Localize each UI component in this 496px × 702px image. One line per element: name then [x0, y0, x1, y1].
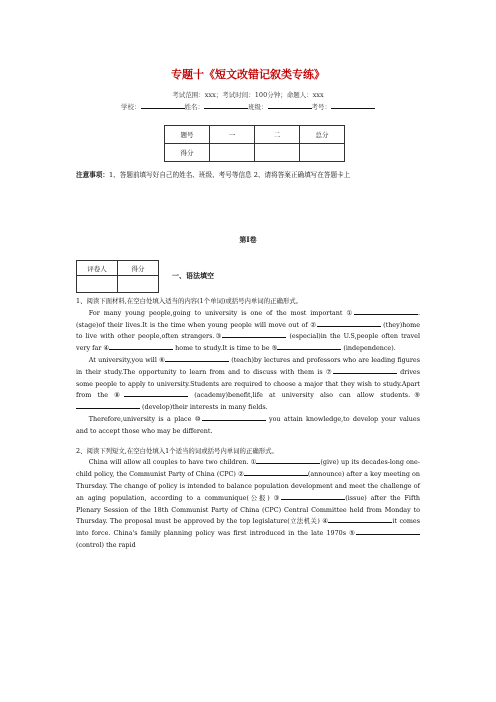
q1-text: (they)home to live with other people,often strangers.③ — [76, 320, 420, 341]
name-blank[interactable] — [204, 102, 248, 109]
q2-answer-blank-1[interactable] — [256, 457, 320, 464]
score-header-cell: 题号 — [165, 126, 210, 144]
number-blank[interactable] — [331, 102, 375, 109]
class-blank[interactable] — [268, 102, 312, 109]
score-table-score-row — [165, 144, 345, 162]
class-label: 班级： — [248, 103, 268, 111]
q1-text: home to study.It is time to be ⑤ — [173, 344, 278, 353]
q2-paragraph-1 — [76, 457, 420, 551]
q1-text: (especial)in the U.S,people often travel very far ④ — [76, 332, 420, 353]
grader-label: 评卷人 — [77, 261, 118, 276]
q1-text: (independence). — [341, 344, 396, 353]
school-blank[interactable] — [141, 102, 185, 109]
answer-blank-9[interactable] — [76, 402, 140, 409]
q1-text: . (stage)of their lives.It is the time when young people will move out of ② — [76, 308, 420, 329]
answer-blank-5[interactable] — [277, 343, 341, 350]
q2-answer-blank-5[interactable] — [356, 528, 420, 535]
answer-blank-10[interactable] — [202, 414, 266, 421]
score-table-header-row — [165, 126, 345, 144]
score-header-cell: 二 — [255, 126, 300, 144]
grader-cell[interactable] — [77, 276, 118, 293]
answer-blank-6[interactable] — [165, 355, 229, 362]
q1-text: For many young people,going to university is one of the most important ① — [88, 308, 354, 317]
answer-blank-7[interactable] — [333, 367, 397, 374]
score-cell[interactable] — [255, 144, 300, 162]
answer-blank-3[interactable] — [222, 331, 286, 338]
score-header-cell: 总分 — [300, 126, 345, 144]
school-label: 学校： — [121, 103, 141, 111]
q1-text: Therefore,university is a place ⑩ — [88, 414, 202, 423]
score-row-label: 得分 — [165, 144, 210, 162]
notice-label: 注意事项： — [76, 171, 109, 179]
notice — [76, 169, 426, 181]
answer-blank-1[interactable] — [354, 308, 418, 315]
notice-text: 1、答题前填写好自己的姓名、班级、考号等信息 2、请将答案正确填写在答题卡上 — [108, 171, 351, 179]
number-label: 考号： — [311, 103, 331, 111]
score-header-cell: 一 — [210, 126, 255, 144]
q1-text: (teach)by lectures and professors who are leading figures in their study.The opportunity to learn from and to discuss with them is ⑦ — [76, 355, 420, 376]
section-heading: 一、语法填空 — [172, 271, 214, 280]
q2-answer-blank-2[interactable] — [244, 469, 308, 476]
q1-text: you attain knowledge,to develop your values and to accept those who may be different. — [76, 414, 420, 435]
q2-text: (control) the rapid — [76, 540, 136, 549]
q1-text: drives some people to apply to university.Students are required to choose a major that they wish to study.Apart from the ⑧ — [76, 367, 420, 400]
answer-blank-4[interactable] — [109, 343, 173, 350]
q1-paragraph-1 — [76, 308, 420, 355]
q2-answer-blank-4[interactable] — [328, 516, 392, 523]
grader-score-cell[interactable] — [118, 276, 159, 293]
q1-text: At university,you will ⑥ — [88, 355, 165, 364]
q1-paragraph-2 — [76, 355, 420, 414]
answer-blank-2[interactable] — [317, 320, 381, 327]
score-cell[interactable] — [300, 144, 345, 162]
question-body — [76, 296, 420, 552]
score-cell[interactable] — [210, 144, 255, 162]
volume-heading: 第I卷 — [239, 235, 257, 244]
q2-text: China will allow all couples to have two children. ① — [88, 458, 257, 467]
q1-text: (develop)their interests in many fields. — [140, 403, 268, 412]
exam-info: 考试范围：xxx；考试时间：100分钟；命题人：xxx — [172, 91, 324, 99]
q1-text: (academy)benefit,life at university also can allow students.⑨ — [188, 391, 420, 400]
q2-text: (give) up its decades-long one-child policy, the Communist Party of China (CPC) ② — [76, 458, 420, 479]
student-info-line — [0, 102, 496, 111]
grader-table — [76, 260, 159, 293]
q2-text: (issue) after the Fifth Plenary Session of the 18th Communist Party of China (CPC) Central Committee held from Monday to Thursday. The proposal must be approved by the top legislature(立法机关) ④ — [76, 493, 421, 526]
grader-score-label: 得分 — [118, 261, 159, 276]
q1-paragraph-3 — [76, 414, 420, 438]
name-label: 姓名： — [184, 103, 204, 111]
q1-instruction: 1、阅读下面材料,在空白处填入适当的内容(1个单词)或括号内单词的正确形式。 — [76, 297, 303, 305]
q2-answer-blank-3[interactable] — [281, 493, 345, 500]
q2-text: it comes into force. China's family planning policy was first introduced in the late 1970s ⑤ — [76, 517, 420, 538]
score-table — [164, 125, 345, 162]
answer-blank-8[interactable] — [124, 390, 188, 397]
q2-instruction: 2、阅读下列短文,在空白处填入1个适当的词或括号内单词的正确形式。 — [76, 446, 278, 455]
q2-text: (announce) after a key meeting on Thursday. The change of policy is intended to balance population development and meet the challenge of an aging population, according to a communique(公报) ③ — [76, 470, 420, 502]
page-title: 专题十《短文改错记叙类专练》 — [171, 68, 325, 81]
